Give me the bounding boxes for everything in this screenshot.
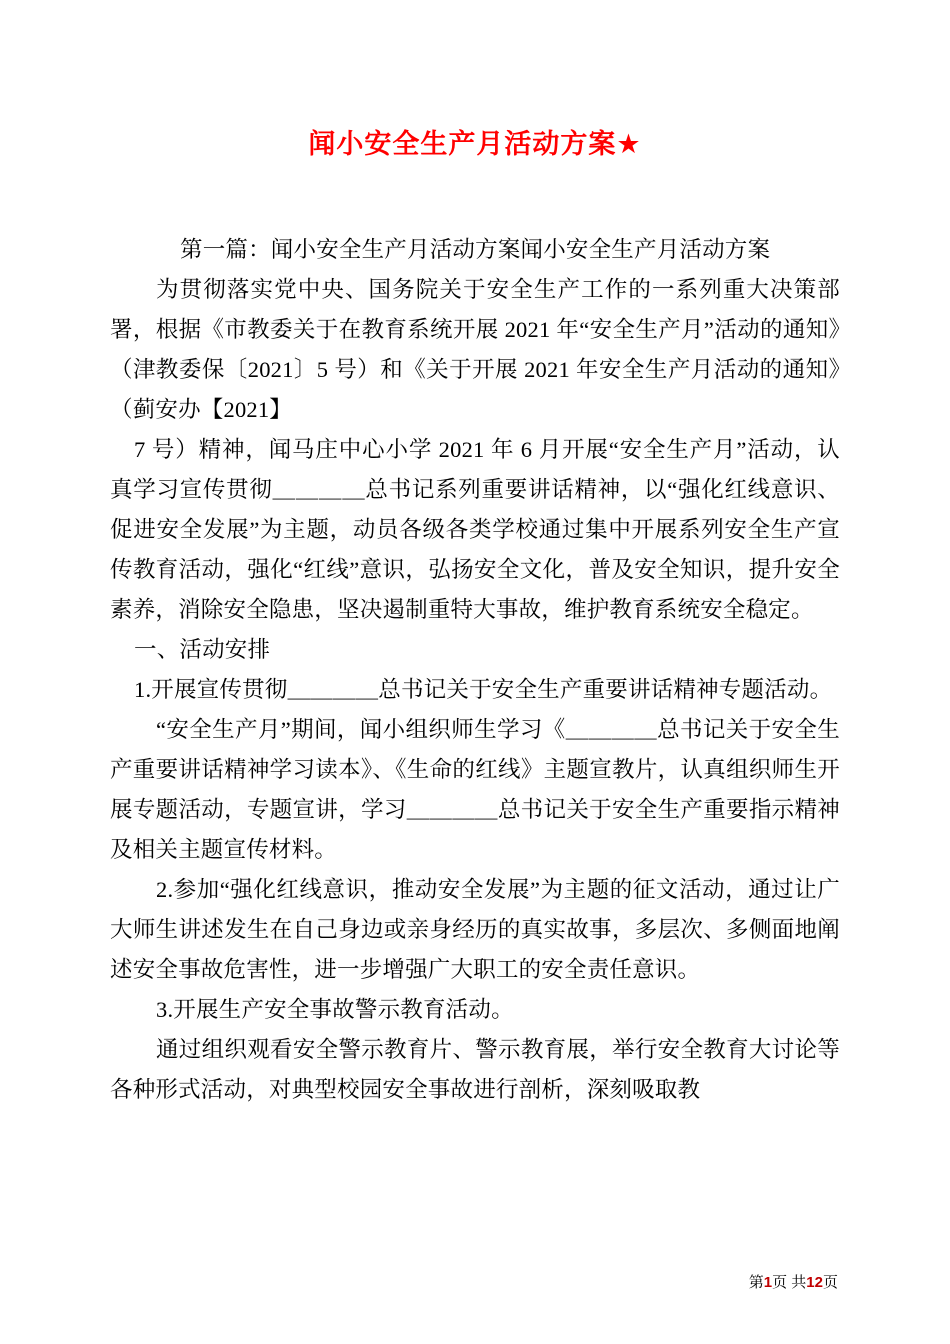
footer-middle: 页 共 [772, 1274, 807, 1291]
paragraph: 一、活动安排 [134, 636, 271, 662]
paragraph: 第一篇：闻小安全生产月活动方案闻小安全生产月活动方案 [180, 236, 771, 262]
page-title: 闻小安全生产月活动方案★ [308, 129, 642, 159]
paragraph: 1.开展宣传贯彻＿＿＿＿总书记关于安全生产重要讲话精神专题活动。 [134, 676, 833, 702]
paragraph: 通过组织观看安全警示教育片、警示教育展，举行安全教育大讨论等各种形式活动，对典型校园安全事故进行剖析，深刻吸取教 [110, 1036, 840, 1102]
paragraph: 7 号）精神，闻马庄中心小学 2021 年 6 月开展“安全生产月”活动，认真学习宣传贯彻＿＿＿＿总书记系列重要讲话精神，以“强化红线意识、促进安全发展”为主题，动员各级各类学校通过集中开展系列安全生产宣传教育活动，强化“红线”意识，弘扬安全文化，普及安全知识，提升安全素养，消除安全隐患，坚决遏制重特大事故，维护教育系统安全稳定。 [110, 436, 840, 622]
footer-current-page: 1 [763, 1274, 773, 1291]
paragraph: “安全生产月”期间，闻小组织师生学习《＿＿＿＿总书记关于安全生产重要讲话精神学习读本》、《生命的红线》主题宣教片，认真组织师生开展专题活动，专题宣讲，学习＿＿＿＿总书记关于安全生产重要指示精神及相关主题宣传材料。 [110, 716, 840, 862]
footer-prefix: 第 [748, 1274, 764, 1291]
footer-total-pages: 12 [806, 1274, 823, 1291]
paragraph: 为贯彻落实党中央、国务院关于安全生产工作的一系列重大决策部署，根据《市教委关于在教育系统开展 2021 年“安全生产月”活动的通知》（津教委保〔2021〕5 号）和《关于开展 2021 年安全生产月活动的通知》（蓟安办【2021】 [110, 276, 840, 422]
paragraph: 3.开展生产安全事故警示教育活动。 [156, 996, 514, 1022]
footer-suffix: 页 [822, 1274, 838, 1291]
page-footer [0, 1271, 950, 1292]
document-body [110, 230, 840, 1110]
paragraph: 2.参加“强化红线意识，推动安全发展”为主题的征文活动，通过让广大师生讲述发生在自己身边或亲身经历的真实故事，多层次、多侧面地阐述安全事故危害性，进一步增强广大职工的安全责任意识。 [110, 876, 840, 982]
